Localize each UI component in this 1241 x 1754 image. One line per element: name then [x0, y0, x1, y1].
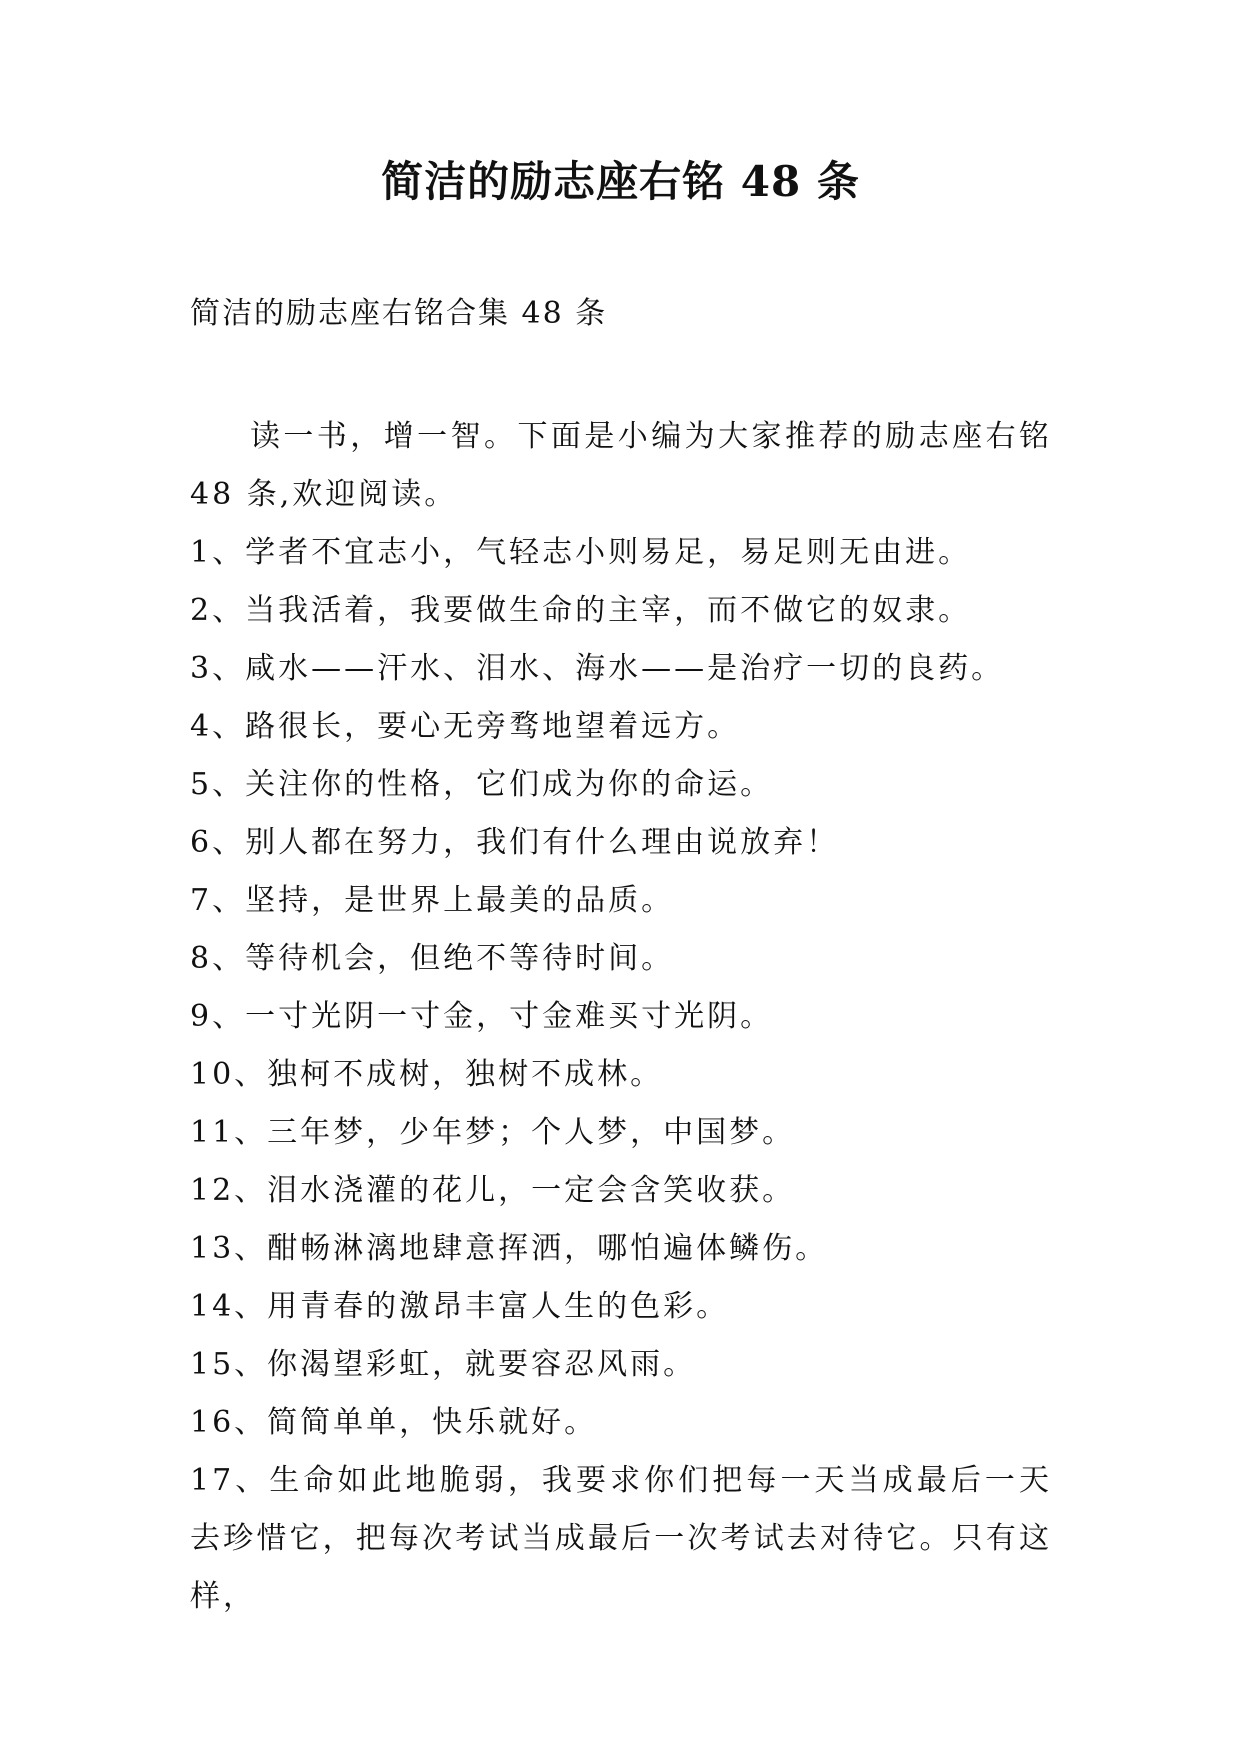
list-item: 13、酣畅淋漓地肆意挥洒，哪怕遍体鳞伤。	[190, 1231, 829, 1266]
list-item: 8、等待机会，但绝不等待时间。	[190, 941, 675, 976]
intro-paragraph: 读一书，增一智。下面是小编为大家推荐的励志座右铭 48 条,欢迎阅读。	[190, 419, 1052, 512]
list-item: 11、三年梦，少年梦；个人梦，中国梦。	[190, 1115, 796, 1150]
list-item: 2、当我活着，我要做生命的主宰，而不做它的奴隶。	[190, 593, 972, 628]
list-item: 5、关注你的性格，它们成为你的命运。	[190, 767, 774, 802]
list-item: 14、用青春的激昂丰富人生的色彩。	[190, 1289, 730, 1324]
list-item: 15、你渴望彩虹，就要容忍风雨。	[190, 1347, 697, 1382]
document-body	[190, 408, 1052, 1626]
list-item: 4、路很长，要心无旁骛地望着远方。	[190, 709, 741, 744]
list-item: 17、生命如此地脆弱，我要求你们把每一天当成最后一天去珍惜它，把每次考试当成最后一次考试去对待它。只有这样，	[190, 1463, 1052, 1614]
list-item: 6、别人都在努力，我们有什么理由说放弃！	[190, 825, 840, 860]
list-item: 10、独柯不成树，独树不成林。	[190, 1057, 664, 1092]
list-item: 12、泪水浇灌的花儿，一定会含笑收获。	[190, 1173, 796, 1208]
document-title: 简洁的励志座右铭 48 条	[381, 157, 860, 206]
list-item: 7、坚持，是世界上最美的品质。	[190, 883, 675, 918]
list-item: 3、咸水——汗水、泪水、海水——是治疗一切的良药。	[190, 651, 1005, 686]
list-item: 16、简简单单，快乐就好。	[190, 1405, 598, 1440]
list-item: 1、学者不宜志小，气轻志小则易足，易足则无由进。	[190, 535, 972, 570]
document-subtitle: 简洁的励志座右铭合集 48 条	[190, 296, 608, 331]
list-item: 9、一寸光阴一寸金，寸金难买寸光阴。	[190, 999, 774, 1034]
